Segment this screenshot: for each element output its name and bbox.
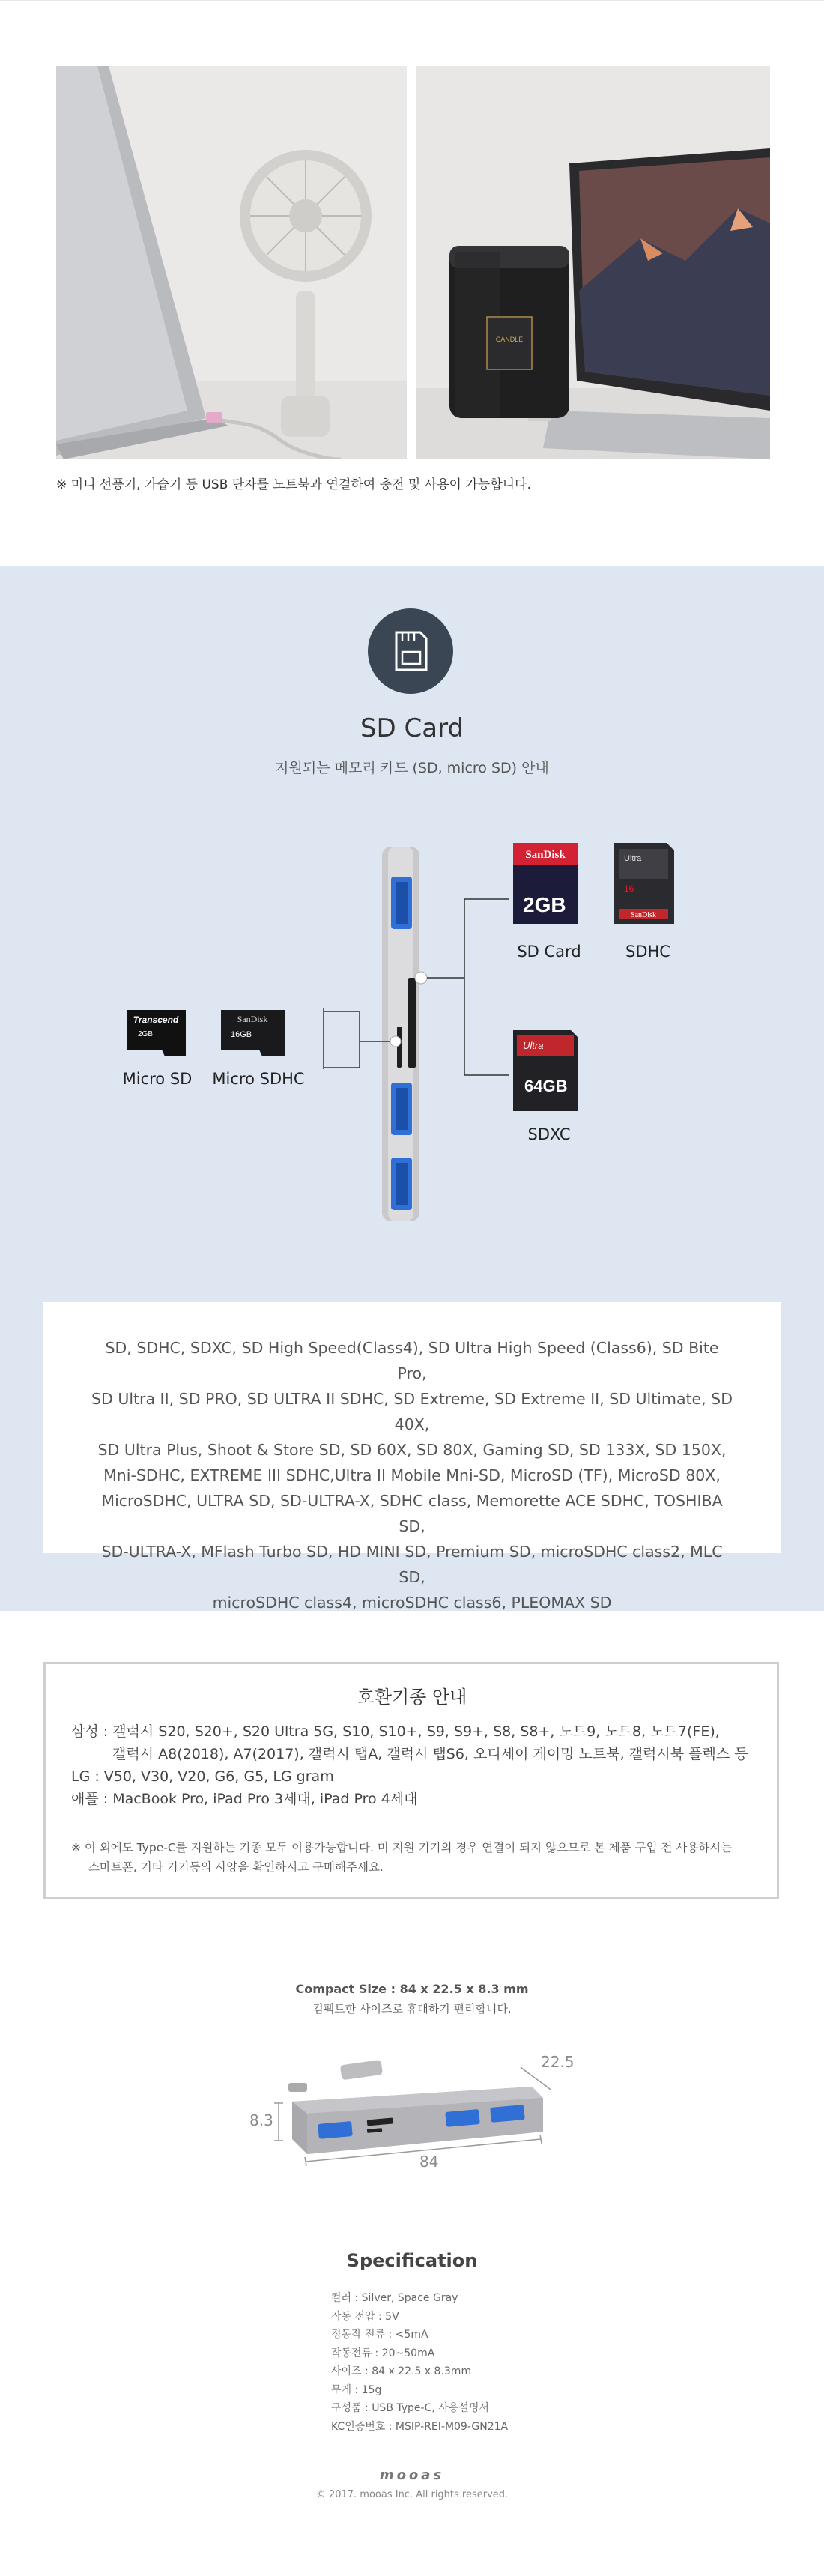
hub-diagram [112,828,712,1225]
spec-item-idle-current: 정동작 전류 : <5mA [331,2329,428,2341]
sdxc-card-brand: Ultra [523,1040,544,1051]
sd-section-title: SD Card [360,713,464,743]
supported-card-list [90,1335,734,1615]
compatibility-title: 호환기종 안내 [357,1687,467,1708]
usb-port-3 [391,1158,412,1210]
candle-label: CANDLE [495,336,524,343]
spec-item-color: 컬러 : Silver, Space Gray [331,2292,458,2304]
micro-sdhc-image [221,1010,285,1056]
label-sd-card: SD Card [517,943,581,961]
supported-line: SD Ultra Plus, Shoot & Store SD, SD 60X, SD 80X, Gaming SD, SD 133X, SD 150X, [97,1441,727,1459]
sd-card-capacity: 2GB [523,893,566,916]
spec-title: Specification [346,2250,478,2271]
top-divider [0,0,824,1]
compat-note-1: ※ 이 외에도 Type-C를 지원하는 기종 모두 이용가능합니다. 미 지원 기기의 경우 연결이 되지 않으므로 본 제품 구입 전 사용하시는 [71,1841,733,1854]
supported-line: SD, SDHC, SDXC, SD High Speed(Class4), SD Ultra High Speed (Class6), SD Bite Pro, [105,1339,719,1382]
sdhc-card-brand: Ultra [624,854,642,863]
supported-line: Mni-SDHC, EXTREME III SDHC,Ultra II Mobile Mni-SD, MicroSD (TF), MicroSD 80X, [103,1466,721,1484]
sd-slot [408,978,416,1068]
spec-item-voltage: 작동 전압 : 5V [331,2310,399,2323]
dimension-height: 8.3 [249,2111,273,2129]
photo-humidifier-laptop [416,66,770,459]
micro-sd-capacity: 2GB [138,1030,154,1038]
spec-item-size: 사이즈 : 84 x 22.5 x 8.3mm [331,2365,472,2377]
dimension-width: 22.5 [541,2053,575,2071]
sdhc-card-capacity: 16 [624,883,634,894]
dimension-length: 84 [419,2153,439,2171]
compat-apple-line: 애플 : MacBook Pro, iPad Pro 3세대, iPad Pro 4세대 [71,1791,418,1807]
label-micro-sdhc: Micro SDHC [212,1070,305,1088]
supported-line: microSDHC class4, microSDHC class6, PLEOMAX SD [212,1594,612,1612]
sdxc-card-image [513,1030,578,1111]
supported-line: SD-ULTRA-X, MFlash Turbo SD, HD MINI SD, Premium SD, microSDHC class2, MLC SD, [101,1543,723,1586]
sd-section-subtitle: 지원되는 메모리 카드 (SD, micro SD) 안내 [275,760,549,776]
label-micro-sd: Micro SD [122,1070,193,1088]
sd-card-image [513,843,578,924]
supported-line: SD Ultra II, SD PRO, SD ULTRA II SDHC, SD Extreme, SD Extreme II, SD Ultimate, SD 40X, [91,1390,733,1433]
spec-item-contents: 구성품 : USB Type-C, 사용설명서 [331,2402,489,2414]
compat-note-2: 스마트폰, 기타 기기등의 사양을 확인하시고 구매해주세요. [88,1860,384,1874]
micro-sdhc-brand: SanDisk [237,1014,268,1024]
micro-sd-brand: Transcend [133,1015,179,1025]
label-sdxc: SDXC [527,1125,571,1143]
sd-card-brand: SanDisk [525,849,566,861]
supported-line: MicroSDHC, ULTRA SD, SD-ULTRA-X, SDHC class, Memorette ACE SDHC, TOSHIBA SD, [101,1492,723,1535]
sdhc-card-maker: SanDisk [631,911,656,919]
spec-item-current: 작동전류 : 20~50mA [331,2347,435,2359]
spec-list [331,2289,508,2436]
photo-note: ※ 미니 선풍기, 가습기 등 USB 단자를 노트북과 연결하여 충전 및 사용이 가능합니다. [56,477,531,492]
spec-item-kc: KC인증번호 : MSIP-REI-M09-GN21A [331,2420,509,2433]
footer-copyright: © 2017. mooas Inc. All rights reserved. [315,2489,509,2500]
footer-logo: mooas [379,2467,445,2483]
usb-port-1 [391,877,412,929]
micro-sd-image [127,1010,186,1056]
size-subtitle: 컴팩트한 사이즈로 휴대하기 편리합니다. [312,2002,512,2016]
compat-samsung-line-1: 삼성 : 갤럭시 S20, S20+, S20 Ultra 5G, S10, S10+, S9, S9+, S8, S8+, 노트9, 노트8, 노트7(FE), [71,1723,720,1740]
usb-port-2 [391,1083,412,1135]
compat-lg-line: LG : V50, V30, V20, G6, G5, LG gram [71,1768,334,1785]
sdxc-card-capacity: 64GB [524,1077,568,1095]
label-sdhc: SDHC [625,943,670,961]
spec-item-weight: 무게 : 15g [331,2383,382,2396]
sdhc-card-image [614,843,674,924]
size-title: Compact Size : 84 x 22.5 x 8.3 mm [295,1982,529,1996]
sd-card-icon [368,608,453,694]
photo-laptop-fan [56,66,407,459]
micro-sdhc-capacity: 16GB [231,1030,252,1039]
compat-samsung-line-2: 갤럭시 A8(2018), A7(2017), 갤럭시 탭A, 갤럭시 탭S6, 오디세이 게이밍 노트북, 갤럭시북 플렉스 등 [112,1746,748,1762]
micro-sd-slot [397,1027,402,1068]
